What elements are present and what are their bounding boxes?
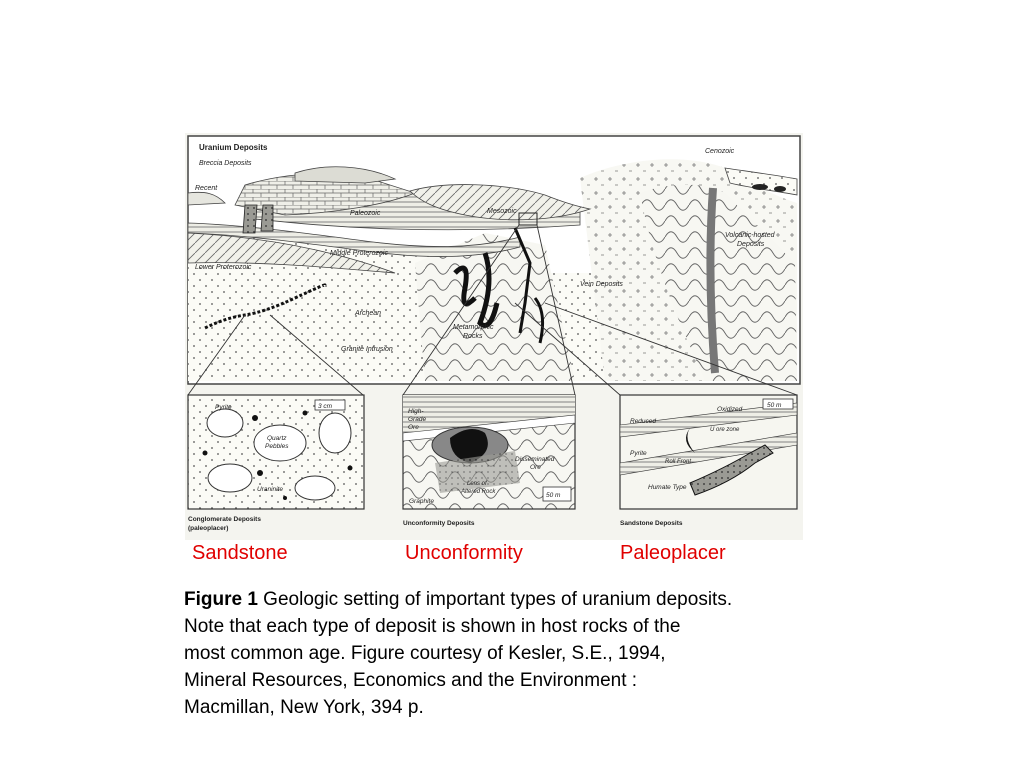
unconformity-altered-1: Lens of	[467, 481, 487, 487]
conglomerate-quartz-2: Pebbles	[265, 443, 289, 450]
panel-unconformity	[403, 395, 575, 527]
unconformity-title: Unconformity Deposits	[403, 520, 475, 527]
caption-line-2: Note that each type of deposit is shown in host rocks of the	[184, 616, 681, 637]
label-archean: Archean	[355, 310, 382, 317]
label-breccia: Breccia Deposits	[199, 160, 252, 167]
conglomerate-quartz-1: Quartz	[267, 435, 287, 442]
sandstone-oxidized: Oxidized	[717, 406, 743, 413]
label-metamorphic-2: Rocks	[463, 333, 483, 340]
label-volcanic-2: Deposits	[737, 241, 765, 248]
label-cenozoic: Cenozoic	[705, 148, 735, 155]
unconformity-high-2: Grade	[408, 416, 427, 423]
conglomerate-uraninite: Uraninite	[257, 486, 284, 493]
unconformity-dissem-2: Ore	[530, 464, 541, 471]
label-sandstone: Sandstone	[192, 542, 288, 564]
sandstone-reduced: Reduced	[630, 418, 657, 425]
panel-sandstone	[620, 395, 797, 527]
caption-line-1-text: Geologic setting of important types of uranium deposits.	[257, 589, 733, 610]
unconformity-dissem-1: Disseminated	[515, 456, 555, 463]
sandstone-scale: 50 m	[767, 402, 782, 409]
sandstone-u-ore: U ore zone	[710, 427, 740, 433]
diagram-title: Uranium Deposits	[199, 143, 268, 152]
conglomerate-pyrite: Pyrite	[215, 404, 232, 411]
label-unconformity: Unconformity	[405, 542, 523, 564]
uranium-deposits-figure	[185, 133, 803, 540]
unconformity-graphite: Graphite	[409, 498, 434, 505]
caption-line-4: Mineral Resources, Economics and the Environment :	[184, 670, 638, 691]
figure-caption	[184, 586, 864, 721]
label-volcanic-1: Volcanic-hosted	[725, 232, 775, 239]
label-lower-proterozoic: Lower Proterozoic	[195, 264, 252, 271]
label-middle-proterozoic: Middle Proterozoic	[330, 250, 388, 257]
conglomerate-scale: 3 cm	[318, 403, 333, 410]
sandstone-roll: Roll Front	[665, 459, 692, 465]
label-paleoplacer: Paleoplacer	[620, 542, 726, 564]
cenozoic-ore-1	[752, 184, 768, 190]
unconformity-scale: 50 m	[546, 492, 561, 499]
label-mesozoic: Mesozoic	[487, 208, 517, 215]
label-vein: Vein Deposits	[580, 281, 623, 288]
sandstone-pyrite: Pyrite	[630, 450, 647, 457]
label-metamorphic-1: Metamorphic	[453, 324, 494, 331]
unconformity-high-3: Ore	[408, 424, 419, 431]
unconformity-high-1: High-	[408, 408, 424, 415]
cenozoic-ore-2	[774, 186, 786, 192]
figure-label: Figure 1	[184, 589, 258, 610]
conglomerate-title-1: Conglomerate Deposits	[188, 516, 261, 523]
label-granite: Granite Intrusion	[341, 346, 393, 353]
volcanic-pipe	[710, 188, 715, 373]
geologic-cross-section	[185, 133, 803, 540]
caption-line-5: Macmillan, New York, 394 p.	[184, 697, 424, 718]
caption-line-1	[184, 586, 864, 613]
caption-line-3: most common age. Figure courtesy of Kesler, S.E., 1994,	[184, 643, 666, 664]
label-recent: Recent	[195, 185, 218, 192]
sandstone-title: Sandstone Deposits	[620, 520, 683, 527]
unconformity-altered-2: Altered Rock	[461, 489, 496, 495]
label-paleozoic: Paleozoic	[350, 210, 381, 217]
sandstone-humate: Humate Type	[648, 484, 687, 491]
conglomerate-title-2: (paleoplacer)	[188, 525, 229, 532]
